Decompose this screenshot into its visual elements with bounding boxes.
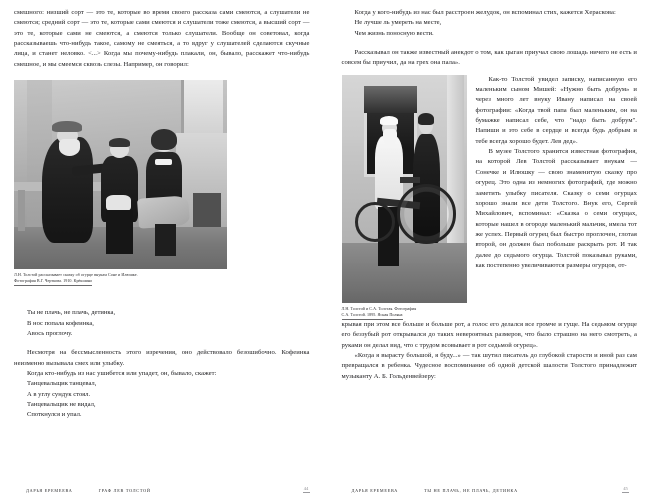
left-photo-caption-line1: Л.Н. Толстой рассказывает сказку об огурце внукам Соне и Илюшке. [14, 272, 138, 278]
photo-tolstoy-and-sofia-andreevna [342, 75, 467, 303]
photo-text-wrap-row [342, 75, 638, 320]
verse-line: Споткнулся и упал. [27, 411, 82, 419]
verse-line: Танцевальщик не видал, [27, 401, 96, 409]
folio-number: 45 [623, 485, 628, 491]
right-photo-caption-line2: С.А. Толстой. 1895. Ясная Поляна [342, 312, 403, 320]
left-verse-two [14, 379, 310, 420]
right-photo-caption-line1: Л.Н. Толстой и С.А. Толстая. Фотография [341, 305, 417, 311]
right-narrow-paragraph-2: В музее Толстого хранится известная фотография, на которой Лев Толстой рассказывает внукам — Сонечке и Илюшку — свою знаменитую сказку про огурец. Это одна из немногих фотографий, где можно заметить улыбку писателя. Сказку о семи огурцах хорошо знали все дети Толстого. Внук его, Сергей Михайлович, вспоминал: «Сказка о семи огурцах, которые нашел в огороде маленький мальчик, имела тот же успех. Первый огурец был быстро проглочен, глотая второй, он должен был побольше раскрыть рот. И так далее до седьмого огурца. Толстой показывал руками, как постепенно увеличиваются размеры огурцов, от- [475, 148, 637, 269]
right-narrow-text-column [476, 75, 638, 272]
right-photo-caption [342, 303, 467, 320]
verse-line: Ты не плачь, не плачь, детинка, [27, 309, 116, 317]
left-photo-caption [14, 269, 310, 286]
left-paragraph-intro-verse-two: Когда кто-нибудь из нас ушибется или упадет, он, бывало, скажет: [27, 370, 217, 378]
left-verse-one [14, 308, 310, 339]
verse-line: Авось проглочу. [27, 330, 73, 338]
right-paragraph-1: Когда у кого-нибудь из нас был расстроен желудок, он вспоминал стих, кажется Хераскова: [354, 9, 616, 16]
left-top-paragraph: смешного: низший сорт — это те, которые во время своего рассказа сами смеются, а слушатели не смеются; средний сорт — это те, которые сами смеются и слушатели тоже смеются, а высший сорт — это те, которые сами не смеются, а смеются только слушатели. Вообще он советовал, когда рассказываешь что-нибудь такое, самому не смеяться, а то вдруг у слушателей сделаются скучные лица, и станет неловко. <...> Когда мы почему-нибудь плакали, он, бывало, расскажет что-нибудь смешное, и мы смеемся сквозь слезы. Например, он говорил: [14, 9, 310, 68]
folio-number: 44 [303, 485, 309, 491]
right-paragraph-2: Рассказывал он также известный анекдот о том, как цыган приучал свою лошадь ничего не есть и совсем бы приучил, да на грех она пала». [341, 49, 637, 67]
right-paragraph-final: «Когда я вырасту большой, я буду...» — так шутил писатель до глубокой старости и иной раз сам превращался в ребенка. Чудесное воспоминание об одной детской шалости Толстого принадлежит музыканту А. Б. Гольденвейзеру: [341, 352, 637, 380]
running-head-author: ДАРЬЯ ЕРЕМЕЕВА [351, 488, 399, 493]
verse-line: Не лучше ль умереть на месте, [354, 19, 442, 27]
running-head-title: ТЫ НЕ ПЛАЧЬ, НЕ ПЛАЧЬ, ДЕТИНКА [424, 488, 518, 493]
right-photo-column [342, 75, 467, 320]
verse-line: Чем жизнь поносную вести. [354, 29, 434, 37]
right-verse [342, 18, 638, 39]
verse-line: В нос попала кофеинка, [27, 319, 94, 327]
left-page-footer [0, 474, 326, 500]
right-page [326, 0, 651, 500]
folio-rule [622, 492, 629, 493]
left-paragraph-after-verse-one: Несмотря на бессмысленность этого изречения, оно действовало безошибочно. Кофеинка неизменно вызывала смех или улыбку. [14, 349, 310, 367]
left-page-folio [303, 486, 310, 494]
folio-rule [303, 492, 310, 493]
right-page-folio [622, 486, 629, 494]
running-head-title: ГРАФ ЛЕВ ТОЛСТОЙ [98, 488, 151, 493]
left-photo-caption-line2: Фотография В.Г. Черткова. 1910. Крёкшино [14, 278, 92, 286]
right-page-footer [326, 474, 651, 500]
photo-tolstoy-telling-cucumber-tale [14, 80, 227, 269]
verse-line: А в углу сундук стоял. [27, 390, 91, 398]
right-narrow-paragraph-1: Как-то Толстой увидел записку, написанную его маленьким сыном Мишей: «Нужно быть добрум» и через много лет внуку Ивану написал на своей фотографии: «Когда твой папа был маленьким, он на бумажке написал себе, что "надо быть добрум". Напиши и это себе в сердце и всегда будь добрым и тебе всегда хорошо будет. Лев дед». [475, 75, 637, 145]
right-full-width-paragraph-tail: крывая при этом все больше и больше рот, а голос его делался все громче и гуще. На седьмом огурце его беззубый рот открывался до таких невероятных размеров, что было страшно на него смотреть, а руками он делал вид, что с трудом всовывает в рот седьмой огурец». [341, 321, 637, 349]
running-head-author: ДАРЬЯ ЕРЕМЕЕВА [26, 488, 73, 493]
verse-line: Танцевальщик танцевал, [27, 380, 97, 388]
